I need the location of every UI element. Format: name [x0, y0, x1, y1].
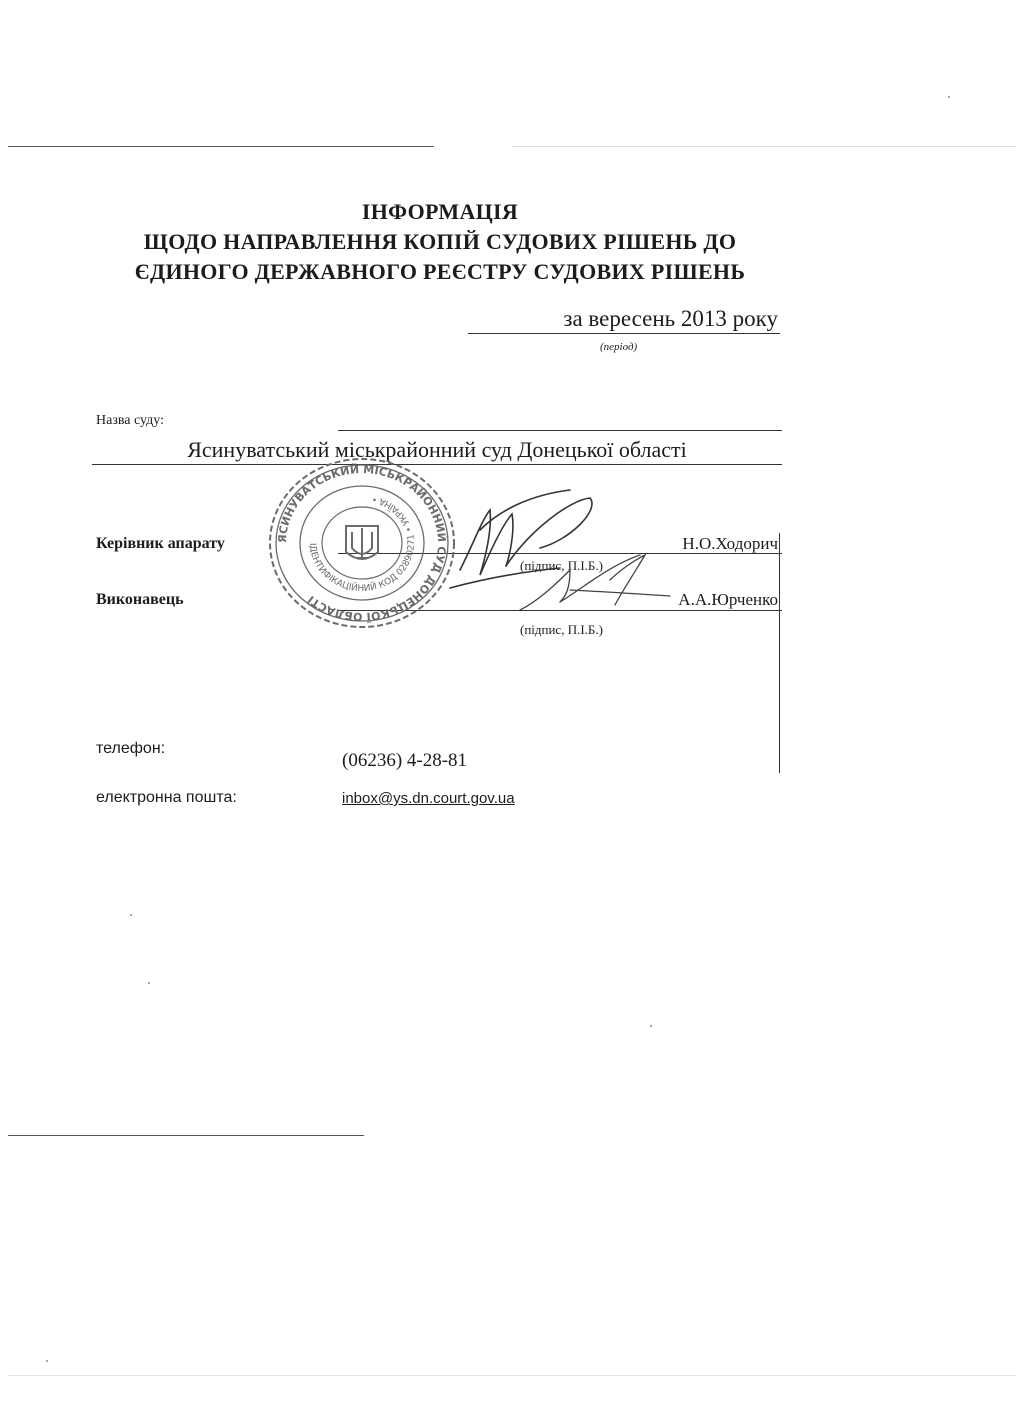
court-label-line: [338, 430, 782, 431]
executor-sign-caption: (підпис, П.І.Б.): [520, 622, 603, 637]
court-name: Ясинуватський міськрайонний суд Донецької області: [187, 437, 687, 462]
court-name-label: Назва суду:: [96, 413, 164, 428]
scan-speck: [948, 96, 950, 98]
top-left-scan-line: [8, 146, 434, 147]
document-title-line-3: ЄДИНОГО ДЕРЖАВНОГО РЕЄСТРУ СУДОВИХ РІШЕНЬ: [134, 259, 746, 284]
stamp-outer-text: ЯСИНУВАТСЬКИЙ МІСЬКРАЙОННИЙ СУД ДОНЕЦЬКОЇ ОБЛАСТІ: [275, 462, 449, 624]
handwritten-signatures: [420, 470, 750, 640]
document-title-line-2: ЩОДО НАПРАВЛЕННЯ КОПІЙ СУДОВИХ РІШЕНЬ ДО: [143, 229, 737, 254]
stamp-inner-text: ІДЕНТИФІКАЦІЙНИЙ КОД 02890271 • УКРАЇНА •: [306, 493, 418, 595]
document-title-line-1: ІНФОРМАЦІЯ: [361, 199, 519, 224]
head-of-staff-sign-caption: (підпис, П.І.Б.): [520, 558, 603, 573]
head-of-staff-name: Н.О.Ходорич: [682, 534, 778, 553]
scan-speck: [46, 1360, 48, 1362]
scan-speck: [650, 1025, 652, 1027]
right-table-border: [779, 533, 780, 773]
period-underline: [468, 333, 780, 334]
email-link[interactable]: inbox@ys.dn.court.gov.ua: [342, 790, 515, 807]
period-caption: (період): [600, 341, 638, 353]
executor-name: А.А.Юрченко: [678, 590, 778, 609]
coat-of-arms-icon: [346, 526, 378, 559]
bottom-scan-line: [8, 1375, 1016, 1376]
top-right-scan-line: [512, 146, 1016, 147]
email-label: електронна пошта:: [96, 789, 237, 806]
executor-label: Виконавець: [96, 591, 184, 608]
scan-speck: [148, 982, 150, 984]
scan-speck: [130, 914, 132, 916]
phone-value: (06236) 4-28-81: [342, 750, 468, 771]
phone-label: телефон:: [96, 740, 166, 757]
head-of-staff-label: Керівник апарату: [96, 535, 225, 552]
bottom-left-scan-line: [8, 1135, 364, 1136]
report-period: за вересень 2013 року: [563, 306, 778, 331]
